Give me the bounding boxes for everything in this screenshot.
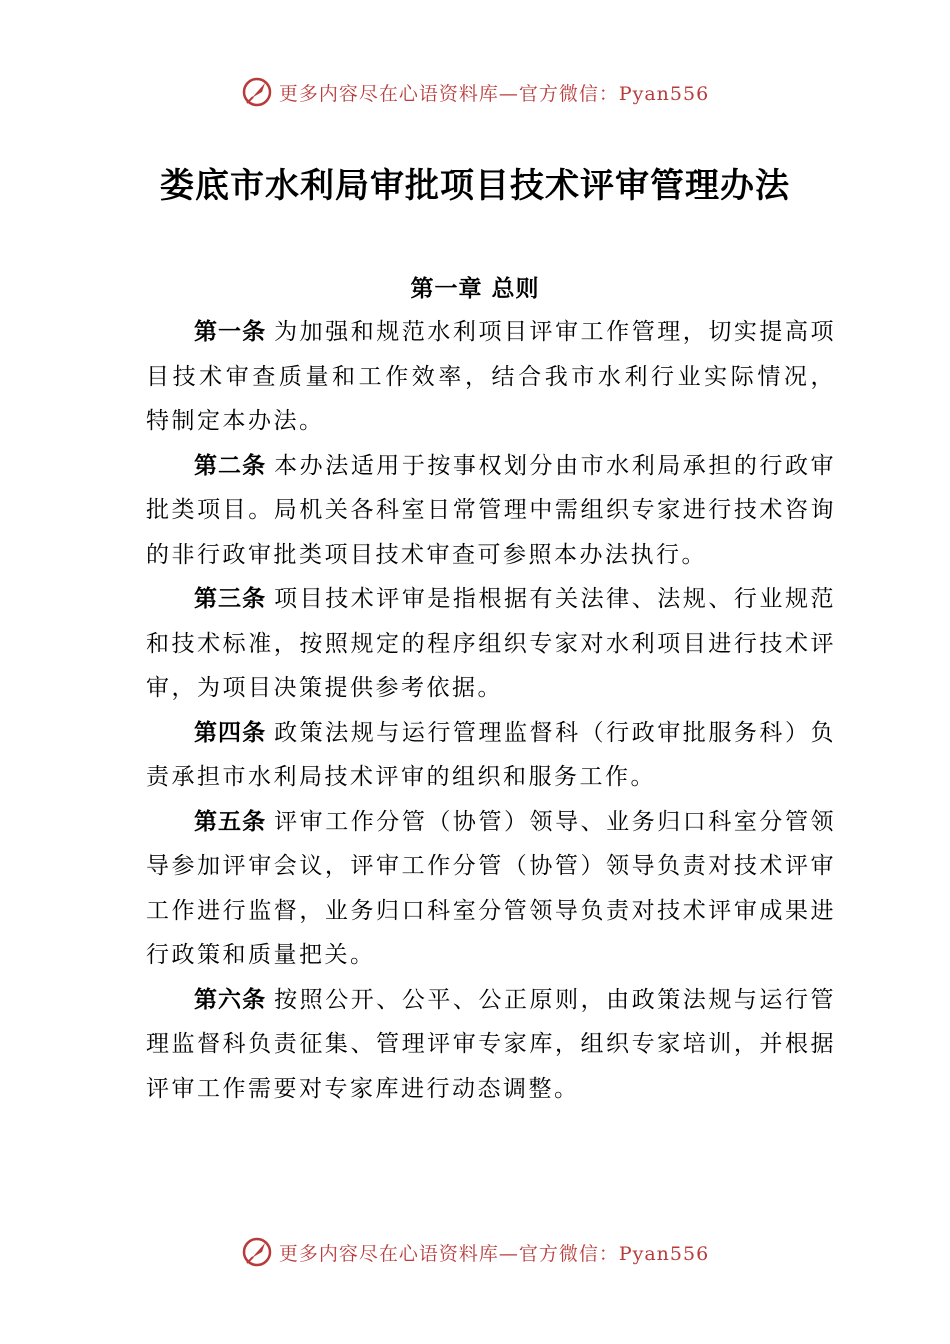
article-1: [146, 310, 836, 444]
article-label: 第六条: [194, 986, 267, 1013]
article-label: 第一条: [194, 319, 267, 345]
watermark-text: 更多内容尽在心语资料库—官方微信：Pyan556: [278, 1242, 710, 1265]
article-3: [146, 577, 836, 711]
document-body: [146, 310, 836, 1111]
article-label: 第五条: [194, 808, 267, 835]
article-text: 项目技术评审是指根据有关法律、法规、行业规范和技术标准，按照规定的程序组织专家对水利项目进行技术评审，为项目决策提供参考依据。: [146, 586, 836, 701]
article-text: 为加强和规范水利项目评审工作管理，切实提高项目技术审查质量和工作效率，结合我市水利行业实际情况， 特制定本办法。: [146, 319, 836, 434]
watermark-text: 更多内容尽在心语资料库—官方微信：Pyan556: [278, 82, 710, 105]
article-label: 第三条: [194, 586, 267, 612]
article-text: 按照公开、公平、公正原则，由政策法规与运行管理监督科负责征集、管理评审专家库，组织专家培训，并根据评审工作需要对专家库进行动态调整。: [146, 986, 836, 1102]
document-title: 娄底市水利局审批项目技术评审管理办法: [160, 166, 790, 206]
article-text: 政策法规与运行管理监督科（行政审批服务科）负责承担市水利局技术评审的组织和服务工作。: [146, 719, 836, 790]
watermark-footer: [0, 1236, 950, 1268]
article-text: 评审工作分管（协管）领导、业务归口科室分管领导参加评审会议，评审工作分管（协管）领导负责对技术评审工作进行监督，业务归口科室分管领导负责对技术评审成果进行政策和质量把关。: [146, 808, 836, 968]
article-5: [146, 800, 836, 978]
article-label: 第四条: [194, 719, 267, 746]
article-2: [146, 444, 836, 578]
quill-circle-logo-icon: [241, 1236, 273, 1268]
chapter-heading: 第一章 总则: [410, 276, 540, 302]
article-6: [146, 978, 836, 1112]
article-label: 第二条: [194, 452, 267, 479]
article-text: 本办法适用于按事权划分由市水利局承担的行政审批类项目。局机关各科室日常管理中需组织专家进行技术咨询的非行政审批类项目技术审查可参照本办法执行。: [146, 452, 836, 568]
article-4: [146, 711, 836, 800]
quill-circle-logo-icon: [241, 76, 273, 108]
watermark-header: [0, 76, 950, 108]
